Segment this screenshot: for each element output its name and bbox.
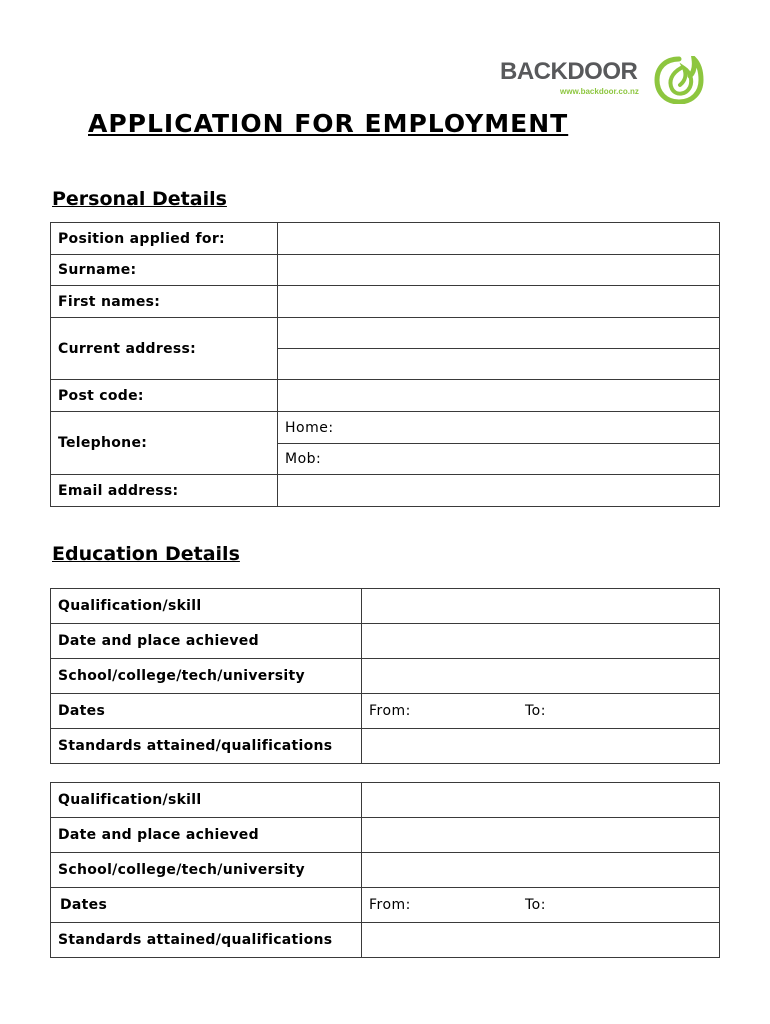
standards-label: Standards attained/qualifications bbox=[51, 923, 362, 958]
standards-row bbox=[51, 729, 720, 764]
qualification-row bbox=[51, 783, 720, 818]
dates-label: Dates bbox=[51, 888, 362, 923]
school-row bbox=[51, 659, 720, 694]
school-field[interactable] bbox=[362, 659, 720, 694]
from-label: From: bbox=[369, 703, 411, 719]
logo-brand-text: BACKDOOR bbox=[500, 58, 638, 85]
education-details-heading: Education Details bbox=[52, 543, 240, 565]
school-row bbox=[51, 853, 720, 888]
email-label: Email address: bbox=[51, 475, 278, 507]
qualification-label: Qualification/skill bbox=[51, 589, 362, 624]
leaf-drop-icon bbox=[654, 56, 704, 104]
education-table-1 bbox=[50, 588, 720, 764]
backdoor-logo bbox=[500, 56, 706, 104]
standards-field[interactable] bbox=[362, 923, 720, 958]
logo-url-text: www.backdoor.co.nz bbox=[560, 87, 639, 96]
telephone-label: Telephone: bbox=[51, 412, 278, 475]
date-place-field[interactable] bbox=[362, 818, 720, 853]
qualification-row bbox=[51, 589, 720, 624]
postcode-label: Post code: bbox=[51, 380, 278, 412]
address-label: Current address: bbox=[51, 318, 278, 380]
education-table-2 bbox=[50, 782, 720, 958]
personal-details-table bbox=[50, 222, 720, 507]
school-label: School/college/tech/university bbox=[51, 659, 362, 694]
position-field[interactable] bbox=[278, 223, 720, 255]
personal-details-heading: Personal Details bbox=[52, 188, 227, 210]
date-place-field[interactable] bbox=[362, 624, 720, 659]
qualification-field[interactable] bbox=[362, 589, 720, 624]
telephone-row bbox=[51, 412, 720, 444]
school-field[interactable] bbox=[362, 853, 720, 888]
date-place-row bbox=[51, 624, 720, 659]
home-phone-field[interactable]: Home: bbox=[278, 412, 720, 444]
email-row bbox=[51, 475, 720, 507]
postcode-field[interactable] bbox=[278, 380, 720, 412]
standards-row bbox=[51, 923, 720, 958]
dates-field[interactable] bbox=[362, 694, 720, 729]
standards-label: Standards attained/qualifications bbox=[51, 729, 362, 764]
dates-row bbox=[51, 694, 720, 729]
qualification-label: Qualification/skill bbox=[51, 783, 362, 818]
school-label: School/college/tech/university bbox=[51, 853, 362, 888]
address-line-2-field[interactable] bbox=[278, 349, 720, 380]
date-place-label: Date and place achieved bbox=[51, 624, 362, 659]
dates-field[interactable] bbox=[362, 888, 720, 923]
address-row bbox=[51, 318, 720, 349]
date-place-label: Date and place achieved bbox=[51, 818, 362, 853]
mobile-phone-field[interactable]: Mob: bbox=[278, 444, 720, 475]
surname-field[interactable] bbox=[278, 255, 720, 286]
dates-row bbox=[51, 888, 720, 923]
first-names-label: First names: bbox=[51, 286, 278, 318]
address-line-1-field[interactable] bbox=[278, 318, 720, 349]
dates-label: Dates bbox=[51, 694, 362, 729]
email-field[interactable] bbox=[278, 475, 720, 507]
from-label: From: bbox=[369, 897, 411, 913]
to-label: To: bbox=[525, 703, 546, 719]
first-names-row bbox=[51, 286, 720, 318]
qualification-field[interactable] bbox=[362, 783, 720, 818]
postcode-row bbox=[51, 380, 720, 412]
first-names-field[interactable] bbox=[278, 286, 720, 318]
position-label: Position applied for: bbox=[51, 223, 278, 255]
surname-label: Surname: bbox=[51, 255, 278, 286]
surname-row bbox=[51, 255, 720, 286]
position-row bbox=[51, 223, 720, 255]
to-label: To: bbox=[525, 897, 546, 913]
standards-field[interactable] bbox=[362, 729, 720, 764]
date-place-row bbox=[51, 818, 720, 853]
document-title: APPLICATION FOR EMPLOYMENT bbox=[88, 109, 569, 138]
